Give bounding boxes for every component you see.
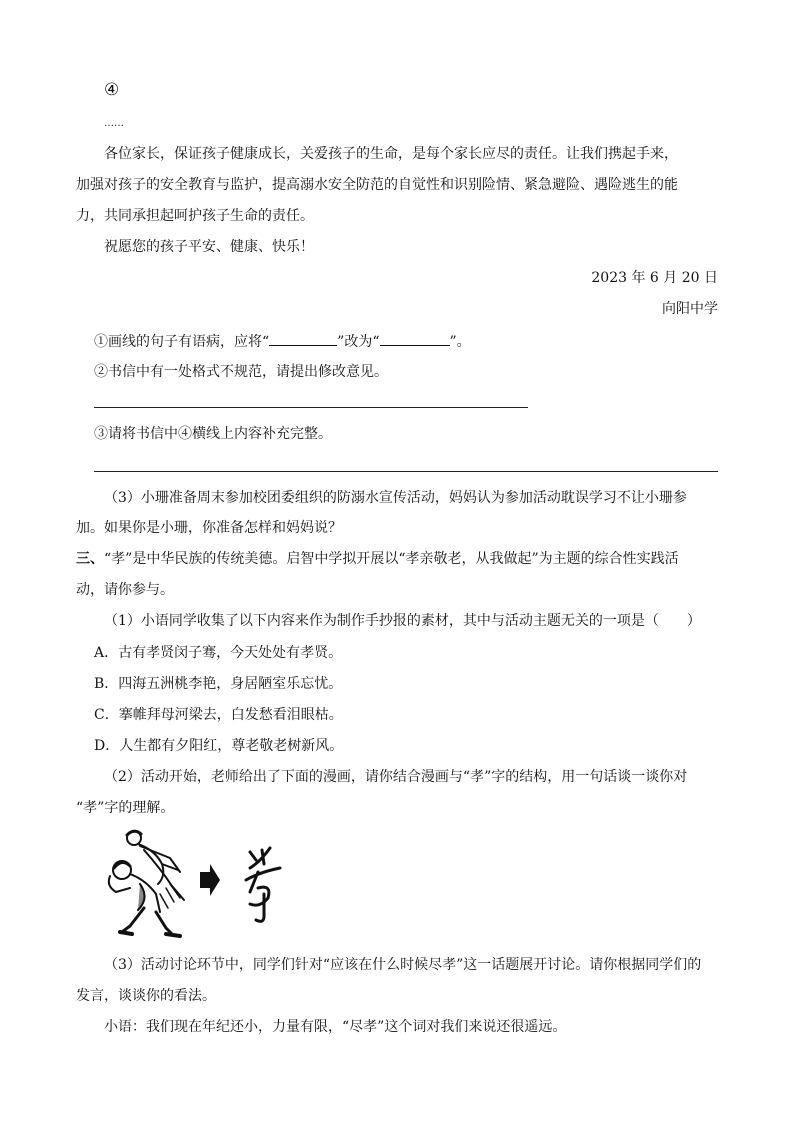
sub-question-3-line-1: （3）活动讨论环节中，同学们针对“应该在什么时候尽孝”这一话题展开讨论。请你根据同学们的 [104,957,702,973]
item-4-marker: ④ [104,80,120,100]
question-1-part-c: ”。 [449,334,471,350]
question-2: ②书信中有一处格式不规范，请提出修改意见。 [94,364,388,380]
option-b[interactable]: B．四海五洲桃李艳，身居陋室乐忘忧。 [94,676,343,692]
answer-blank-2[interactable] [380,331,450,346]
arrow-right-icon [200,864,220,896]
part-3-line-1: （3）小珊准备周末参加校团委组织的防溺水宣传活动，妈妈认为参加活动耽误学习不让小珊参 [104,490,687,506]
option-d[interactable]: D．人生都有夕阳红，尊老敬老树新风。 [94,738,344,754]
sub-question-1: （1）小语同学收集了以下内容来作为制作手抄报的素材，其中与活动主题无关的一项是（ ） [104,613,701,629]
letter-signature: 向阳中学 [662,301,718,317]
ellipsis: …… [104,118,124,129]
answer-blank-1[interactable] [269,331,337,346]
letter-paragraph-line-1: 各位家长，保证孩子健康成长，关爱孩子的生命，是每个家长应尽的责任。让我们携起手来， [104,146,678,162]
question-1 [94,331,471,352]
question-3: ③请将书信中④横线上内容补充完整。 [94,426,332,442]
sub-question-3-line-2: 发言，谈谈你的看法。 [76,988,216,1004]
option-c[interactable]: C．搴帷拜母河梁去，白发愁看泪眼枯。 [94,707,343,723]
wish-line: 祝愿您的孩子平安、健康、快乐！ [104,239,314,255]
sub-question-2-line-2: “孝”字的理解。 [76,800,175,816]
section-3-intro-text: “孝”是中华民族的传统美德。启智中学拟开展以“孝亲敬老，从我做起”为主题的综合性实践活 [104,551,679,567]
student-xiaoyu-statement: 小语：我们现在年纪还小，力量有限，“尽孝”这个词对我们来说还很遥远。 [104,1019,567,1035]
option-a[interactable]: A．古有孝贤闵子骞，今天处处有孝贤。 [94,645,343,661]
comic-illustration [100,828,300,943]
letter-paragraph-line-2: 加强对孩子的安全教育与监护，提高溺水安全防范的自觉性和识别险情、紧急避险、遇险逃生的能 [76,177,678,193]
letter-paragraph-line-3: 力，共同承担起呵护孩子生命的责任。 [76,208,314,224]
letter-date: 2023 年 6 月 20 日 [591,270,718,286]
part-3-line-2: 加。如果你是小珊，你准备怎样和妈妈说？ [76,520,342,536]
seal-xiao-icon [246,848,280,921]
answer-line-3[interactable] [94,471,718,472]
answer-line-2[interactable] [94,407,528,408]
section-3-intro-line-2: 动，请你参与。 [76,582,174,598]
section-3-intro-line-1 [76,549,679,569]
question-1-part-b: ”改为“ [337,334,380,350]
carrying-elder-icon [109,831,184,936]
question-1-part-a: ①画线的句子有语病，应将“ [94,334,270,350]
sub-question-2-line-1: （2）活动开始，老师给出了下面的漫画，请你结合漫画与“孝”字的结构，用一句话谈一谈你对 [104,769,688,785]
section-3-heading: 三、 [76,551,104,567]
